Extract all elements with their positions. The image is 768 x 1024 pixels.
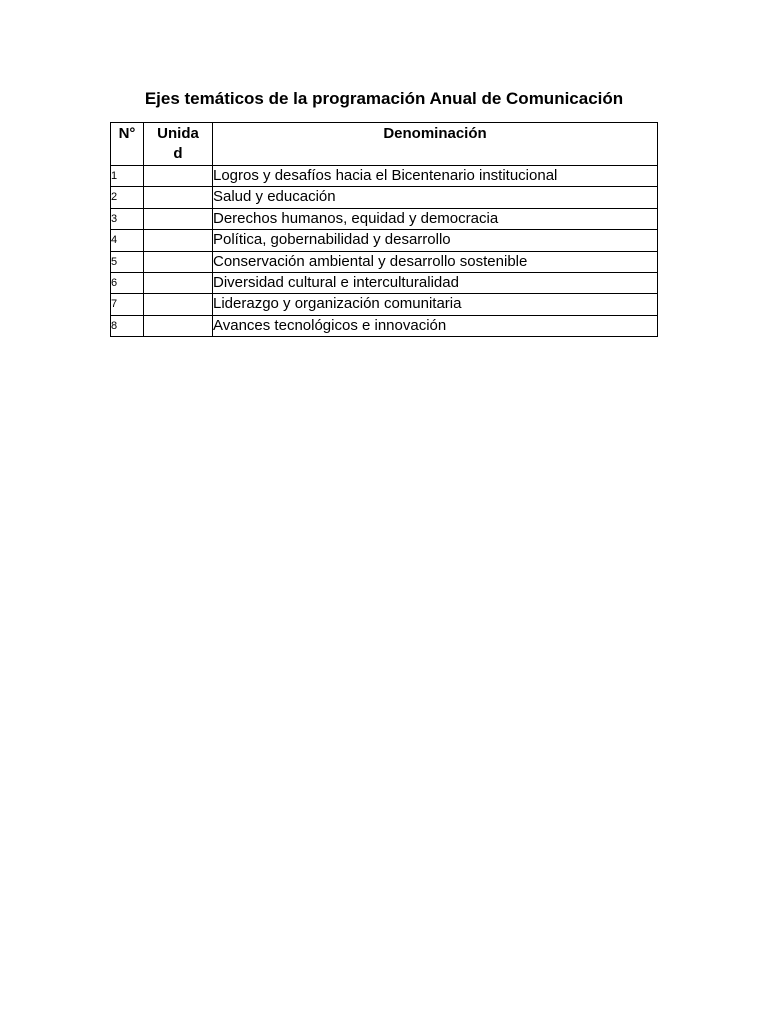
table-body [111,166,658,337]
row-number: 1 [111,166,144,187]
table-row [111,315,658,336]
row-number: 6 [111,272,144,293]
unit-header-line1: Unida [157,125,199,142]
row-number: 7 [111,294,144,315]
number-column-header: N° [111,123,144,166]
row-number: 2 [111,187,144,208]
header-row [111,123,658,166]
row-name: Derechos humanos, equidad y democracia [213,208,658,229]
row-name: Logros y desafíos hacia el Bicentenario institucional [213,166,658,187]
row-unit [144,272,213,293]
row-unit [144,166,213,187]
row-name: Diversidad cultural e interculturalidad [213,272,658,293]
table-row [111,272,658,293]
table-row [111,230,658,251]
themes-table [110,122,658,337]
row-unit [144,294,213,315]
row-unit [144,251,213,272]
row-number: 8 [111,315,144,336]
row-unit [144,208,213,229]
row-number: 5 [111,251,144,272]
row-number: 4 [111,230,144,251]
table-row [111,187,658,208]
row-number: 3 [111,208,144,229]
row-unit [144,230,213,251]
table-header [111,123,658,166]
table-row [111,251,658,272]
row-name: Salud y educación [213,187,658,208]
row-unit [144,315,213,336]
row-name: Avances tecnológicos e innovación [213,315,658,336]
row-name: Conservación ambiental y desarrollo sostenible [213,251,658,272]
row-name: Liderazgo y organización comunitaria [213,294,658,315]
row-unit [144,187,213,208]
document-title: Ejes temáticos de la programación Anual de Comunicación [144,89,624,108]
unit-column-header [144,123,213,166]
row-name: Política, gobernabilidad y desarrollo [213,230,658,251]
table-row [111,166,658,187]
table-row [111,208,658,229]
unit-header-line2: d [173,145,183,162]
table-row [111,294,658,315]
name-column-header: Denominación [213,123,658,166]
